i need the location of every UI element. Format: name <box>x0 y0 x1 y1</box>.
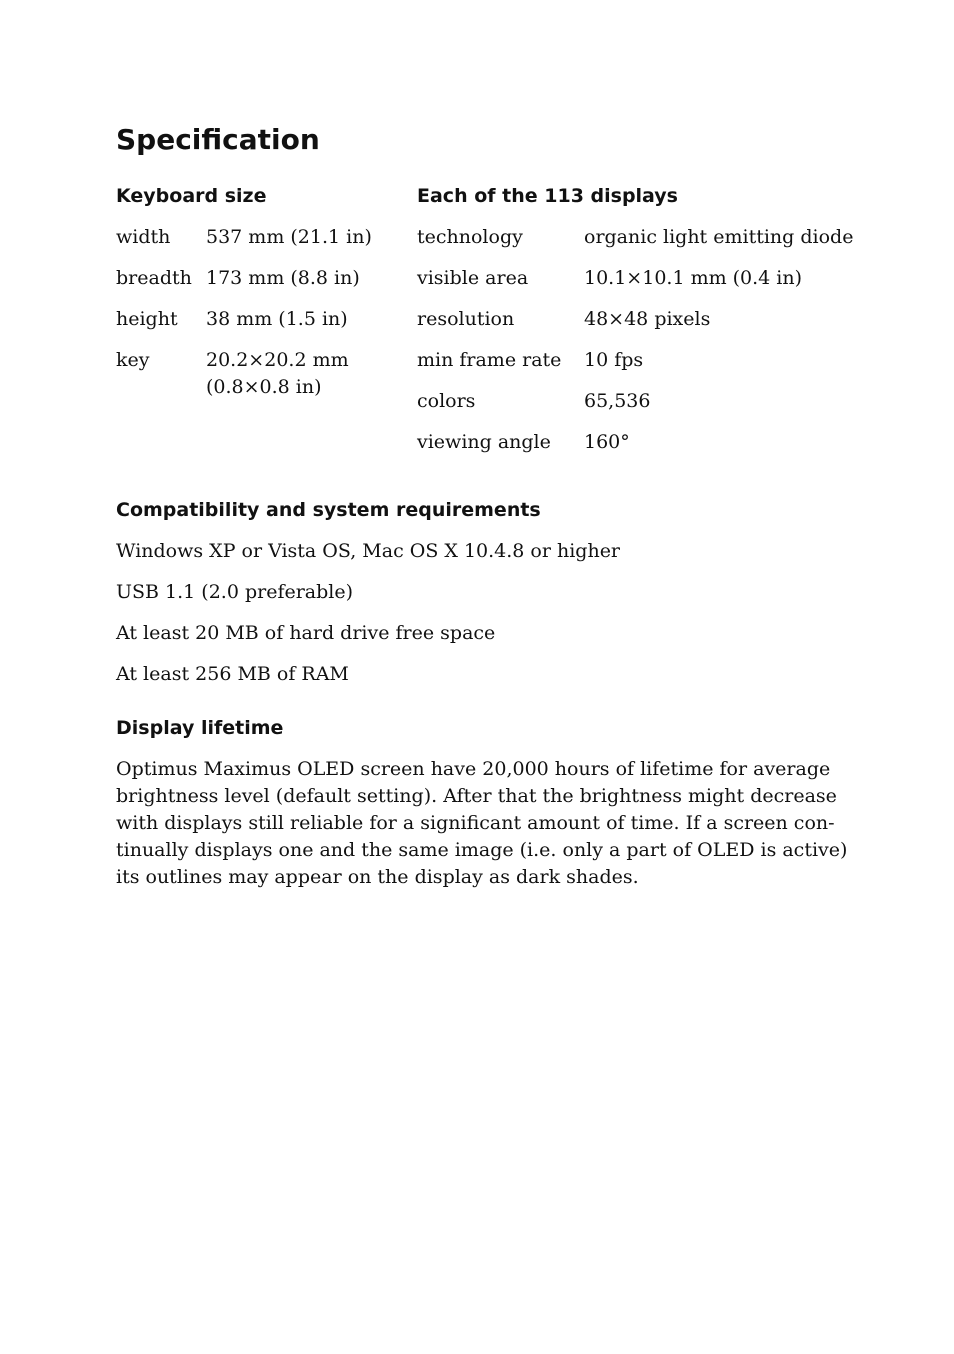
requirement-item: At least 20 MB of hard drive free space <box>116 622 496 644</box>
compatibility-section <box>116 497 856 685</box>
spec-value: 173 mm (8.8 in) <box>206 267 360 289</box>
spec-label: width <box>116 226 171 248</box>
spec-value: 10 fps <box>584 349 644 371</box>
paragraph-line: brightness level (default setting). After that the brightness might decrease <box>116 785 837 807</box>
spec-label: visible area <box>417 267 529 289</box>
displays-section <box>417 183 857 453</box>
spec-value: 160° <box>584 431 630 453</box>
spec-value-continued: (0.8×0.8 in) <box>206 376 322 398</box>
spec-label: viewing angle <box>417 431 551 453</box>
paragraph-line: Optimus Maximus OLED screen have 20,000 hours of lifetime for average <box>116 758 831 780</box>
spec-label: technology <box>417 226 523 248</box>
spec-label: height <box>116 308 178 330</box>
spec-value: 38 mm (1.5 in) <box>206 308 348 330</box>
spec-label: colors <box>417 390 476 412</box>
display-lifetime-section <box>116 715 848 888</box>
requirement-item: At least 256 MB of RAM <box>116 663 349 685</box>
compatibility-heading: Compatibility and system requirements <box>116 499 541 521</box>
spec-label: key <box>116 349 150 371</box>
paragraph-line: with displays still reliable for a significant amount of time. If a screen con- <box>116 812 835 834</box>
requirement-item: USB 1.1 (2.0 preferable) <box>116 581 354 603</box>
keyboard-size-section <box>116 183 406 398</box>
paragraph-line: its outlines may appear on the display as dark shades. <box>116 866 639 888</box>
display-lifetime-paragraph <box>116 756 848 891</box>
spec-value: organic light emitting diode <box>584 226 854 248</box>
paragraph-line: tinually displays one and the same image (i.e. only a part of OLED is active) <box>116 839 848 861</box>
displays-heading: Each of the 113 displays <box>417 185 678 207</box>
spec-label: resolution <box>417 308 515 330</box>
page-title: Specification <box>116 123 320 156</box>
spec-value: 10.1×10.1 mm (0.4 in) <box>584 267 803 289</box>
spec-value: 65,536 <box>584 390 651 412</box>
display-lifetime-heading: Display lifetime <box>116 717 284 739</box>
spec-value: 20.2×20.2 mm <box>206 349 349 371</box>
spec-label: min frame rate <box>417 349 562 371</box>
spec-label: breadth <box>116 267 192 289</box>
spec-value: 537 mm (21.1 in) <box>206 226 372 248</box>
keyboard-size-heading: Keyboard size <box>116 185 267 207</box>
spec-value: 48×48 pixels <box>584 308 711 330</box>
requirement-item: Windows XP or Vista OS, Mac OS X 10.4.8 or higher <box>116 540 621 562</box>
